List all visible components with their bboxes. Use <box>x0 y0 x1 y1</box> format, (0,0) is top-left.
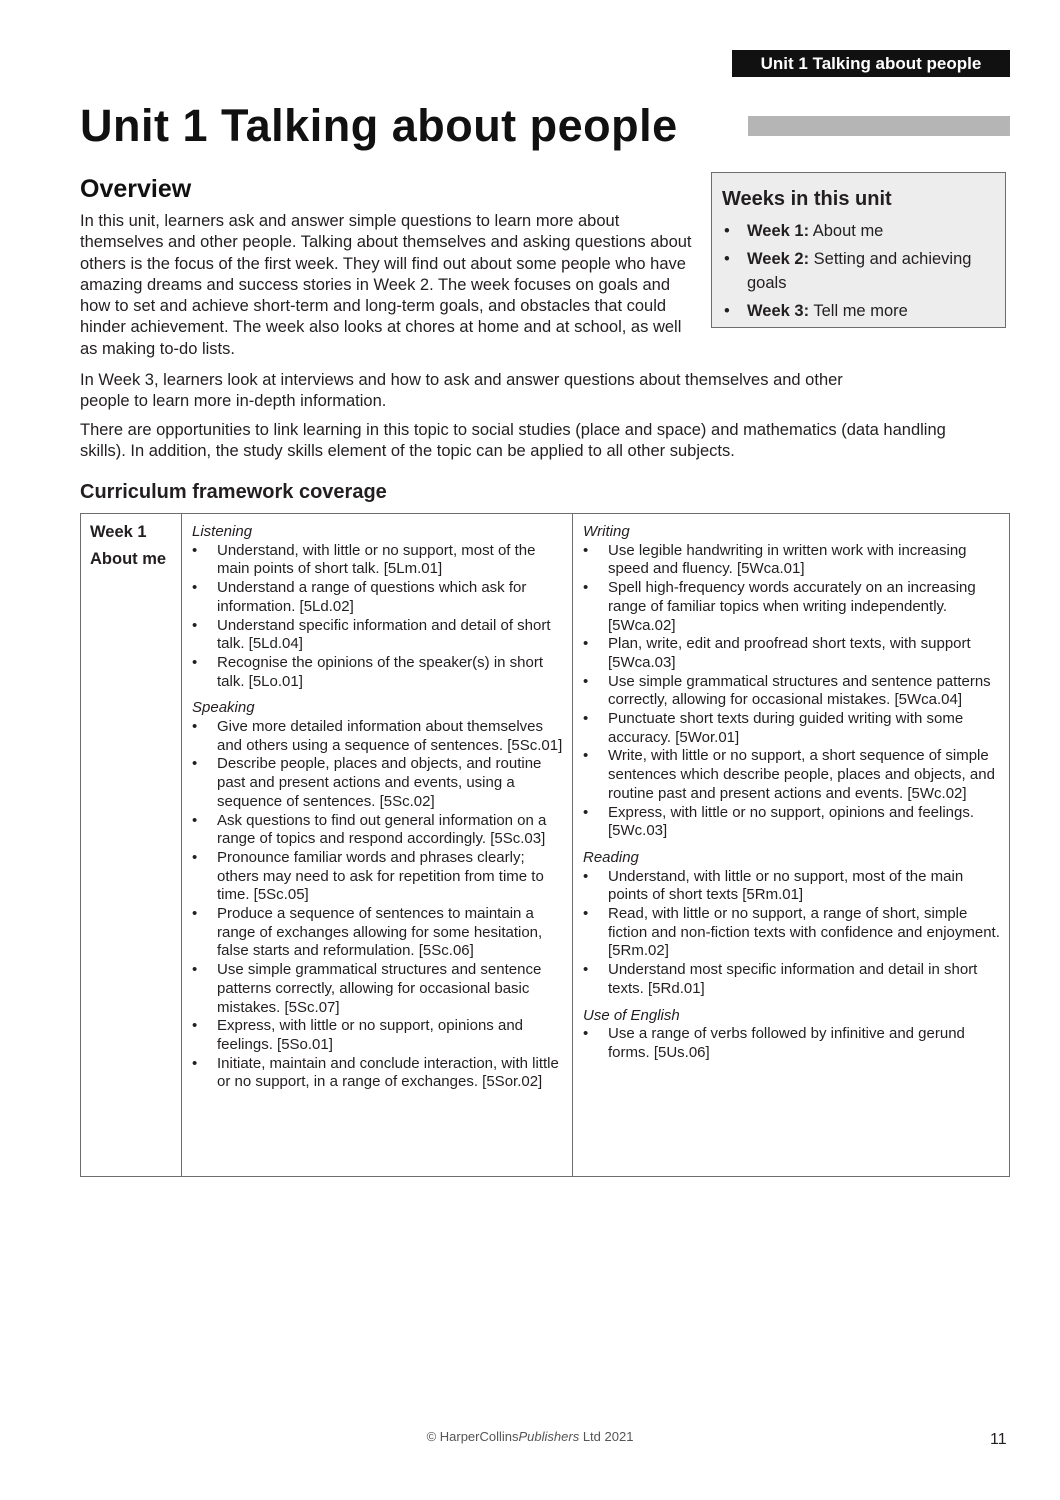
week-number: Week 1 <box>90 523 147 541</box>
bullet-icon: • <box>192 905 198 923</box>
bullet-icon: • <box>192 961 198 979</box>
bullet-icon: • <box>583 710 589 728</box>
bullet-icon: • <box>583 867 589 885</box>
week-label: Week 2: <box>747 250 810 268</box>
overview-paragraph-1: In this unit, learners ask and answer simple questions to learn more about themselves and other people. Talking about themselves and asking questions about others is the focus of the first week. They will find out about some people who have amazing dreams and success stories in Week 2. The week focuses on goals and how to set and achieve short-term and long-term goals, and obstacles that could hinder achievement. The week also looks at chores at home and at school, as well as making to-do lists. <box>80 212 692 358</box>
list-item: • Understand specific information and detail of short talk. [5Ld.04] <box>192 616 551 653</box>
bullet-icon: • <box>192 1054 198 1072</box>
title-decoration-bar <box>748 116 1010 136</box>
list-item: • Express, with little or no support, opinions and feelings. [5So.01] <box>192 1017 523 1053</box>
weeks-box-title: Weeks in this unit <box>722 188 892 210</box>
bullet-icon: • <box>192 541 198 559</box>
overview-heading: Overview <box>80 175 192 203</box>
week-label: Week 1: <box>747 222 810 240</box>
week-column <box>81 514 182 1176</box>
bullet-icon: • <box>583 961 589 979</box>
unit-header-tab: Unit 1 Talking about people <box>732 50 1010 77</box>
list-item: • Give more detailed information about themselves and others using a sequence of sentences. [5Sc.01] <box>192 718 563 754</box>
bullet-icon: • <box>583 672 589 690</box>
week-label: Week 3: <box>747 302 810 320</box>
list-item: • Punctuate short texts during guided writing with some accuracy. [5Wor.01] <box>583 710 964 746</box>
list-item: • Use legible handwriting in written work with increasing speed and fluency. [5Wca.01] <box>583 541 967 578</box>
week-topic: Setting and achieving goals <box>747 250 972 292</box>
list-item: • Understand, with little or no support, most of the main points of short texts [5Rm.01] <box>583 867 964 904</box>
reading-list <box>583 868 1003 999</box>
section-title-reading: Reading <box>583 848 639 866</box>
bullet-icon: • <box>192 718 198 736</box>
list-item: • Plan, write, edit and proofread short texts, with support [5Wca.03] <box>583 635 971 671</box>
speaking-list <box>192 718 564 1092</box>
weeks-in-unit-box <box>711 172 1006 328</box>
list-item: • Describe people, places and objects, and routine past and present actions and events, using a sequence of sentences. [5Sc.02] <box>192 755 542 810</box>
bullet-icon: • <box>583 635 589 653</box>
bullet-icon: • <box>583 905 589 923</box>
bullet-icon: • <box>192 579 198 597</box>
bullet-icon: • <box>583 541 589 559</box>
section-title-use-of-english: Use of English <box>583 1006 680 1024</box>
bullet-icon: • <box>724 302 730 320</box>
curriculum-table <box>80 513 1010 1177</box>
weeks-list-item <box>722 219 995 243</box>
section-title-listening: Listening <box>192 523 253 540</box>
week-topic: Tell me more <box>809 302 908 320</box>
list-item: • Pronounce familiar words and phrases clearly; others may need to ask for repetition from time to time. [5Sc.05] <box>192 848 544 904</box>
bullet-icon: • <box>724 250 730 268</box>
writing-reading-column <box>573 514 1009 1176</box>
page-title: Unit 1 Talking about people <box>80 100 678 151</box>
list-item: • Ask questions to find out general information on a range of topics and respond accordingly. [5Sc.03] <box>192 811 547 848</box>
list-item: • Write, with little or no support, a short sequence of simple sentences which describe people, places and objects, and routine past and present actions and events. [5Wc.02] <box>583 747 995 802</box>
bullet-icon: • <box>583 1025 589 1043</box>
list-item: • Understand, with little or no support, most of the main points of short talk. [5Lm.01] <box>192 541 536 578</box>
bullet-icon: • <box>192 755 198 773</box>
bullet-icon: • <box>583 803 589 821</box>
listening-list <box>192 542 564 692</box>
list-item: • Recognise the opinions of the speaker(s) in short talk. [5Lo.01] <box>192 653 544 690</box>
bullet-icon: • <box>724 222 730 240</box>
list-item: • Understand most specific information and detail in short texts. [5Rd.01] <box>583 961 978 997</box>
writing-list <box>583 542 1003 841</box>
weeks-list-item <box>722 299 995 323</box>
bullet-icon: • <box>583 747 589 765</box>
use-of-english-list <box>583 1025 1003 1062</box>
bullet-icon: • <box>192 811 198 829</box>
section-title-writing: Writing <box>583 523 630 540</box>
list-item: • Initiate, maintain and conclude interaction, with little or no support, in a range of exchanges. [5Sor.02] <box>192 1054 559 1091</box>
week-title: About me <box>90 550 167 568</box>
copyright-footer: © HarperCollinsPublishers Ltd 2021 <box>426 1429 634 1444</box>
list-item: • Read, with little or no support, a range of short, simple fiction and non-fiction texts with confidence and enjoyment. [5Rm.02] <box>583 905 1000 960</box>
bullet-icon: • <box>192 848 198 866</box>
page-number: 11 <box>990 1431 1007 1448</box>
list-item: • Spell high-frequency words accurately on an increasing range of familiar topics when writing independently. [5Wca.02] <box>583 579 976 634</box>
overview-paragraph-2: In Week 3, learners look at interviews and how to ask and answer questions about themselves and other people to learn more in-depth information. <box>80 371 843 411</box>
bullet-icon: • <box>192 616 198 634</box>
list-item: • Express, with little or no support, opinions and feelings. [5Wc.03] <box>583 803 975 840</box>
list-item: • Use simple grammatical structures and sentence patterns correctly, allowing for occasional basic mistakes. [5Sc.07] <box>192 961 542 1016</box>
listening-speaking-column <box>182 514 573 1176</box>
list-item: • Produce a sequence of sentences to maintain a range of exchanges allowing for some hesitation, false starts and reformulation. [5Sc.06] <box>192 905 543 960</box>
list-item: • Understand a range of questions which ask for information. [5Ld.02] <box>192 579 527 615</box>
week-topic: About me <box>809 222 884 240</box>
section-title-speaking: Speaking <box>192 699 255 717</box>
list-item: • Use a range of verbs followed by infinitive and gerund forms. [5Us.06] <box>583 1025 965 1061</box>
bullet-icon: • <box>192 653 198 671</box>
list-item: • Use simple grammatical structures and sentence patterns correctly, allowing for occasional mistakes. [5Wca.04] <box>583 672 991 709</box>
bullet-icon: • <box>192 1017 198 1035</box>
weeks-list-item <box>722 247 995 295</box>
curriculum-coverage-heading: Curriculum framework coverage <box>80 481 387 503</box>
weeks-list <box>722 219 995 323</box>
bullet-icon: • <box>583 579 589 597</box>
overview-paragraph-3: There are opportunities to link learning in this topic to social studies (place and space) and mathematics (data handling skills). In addition, the study skills element of the topic can be applied to all other subjects. <box>80 421 946 461</box>
